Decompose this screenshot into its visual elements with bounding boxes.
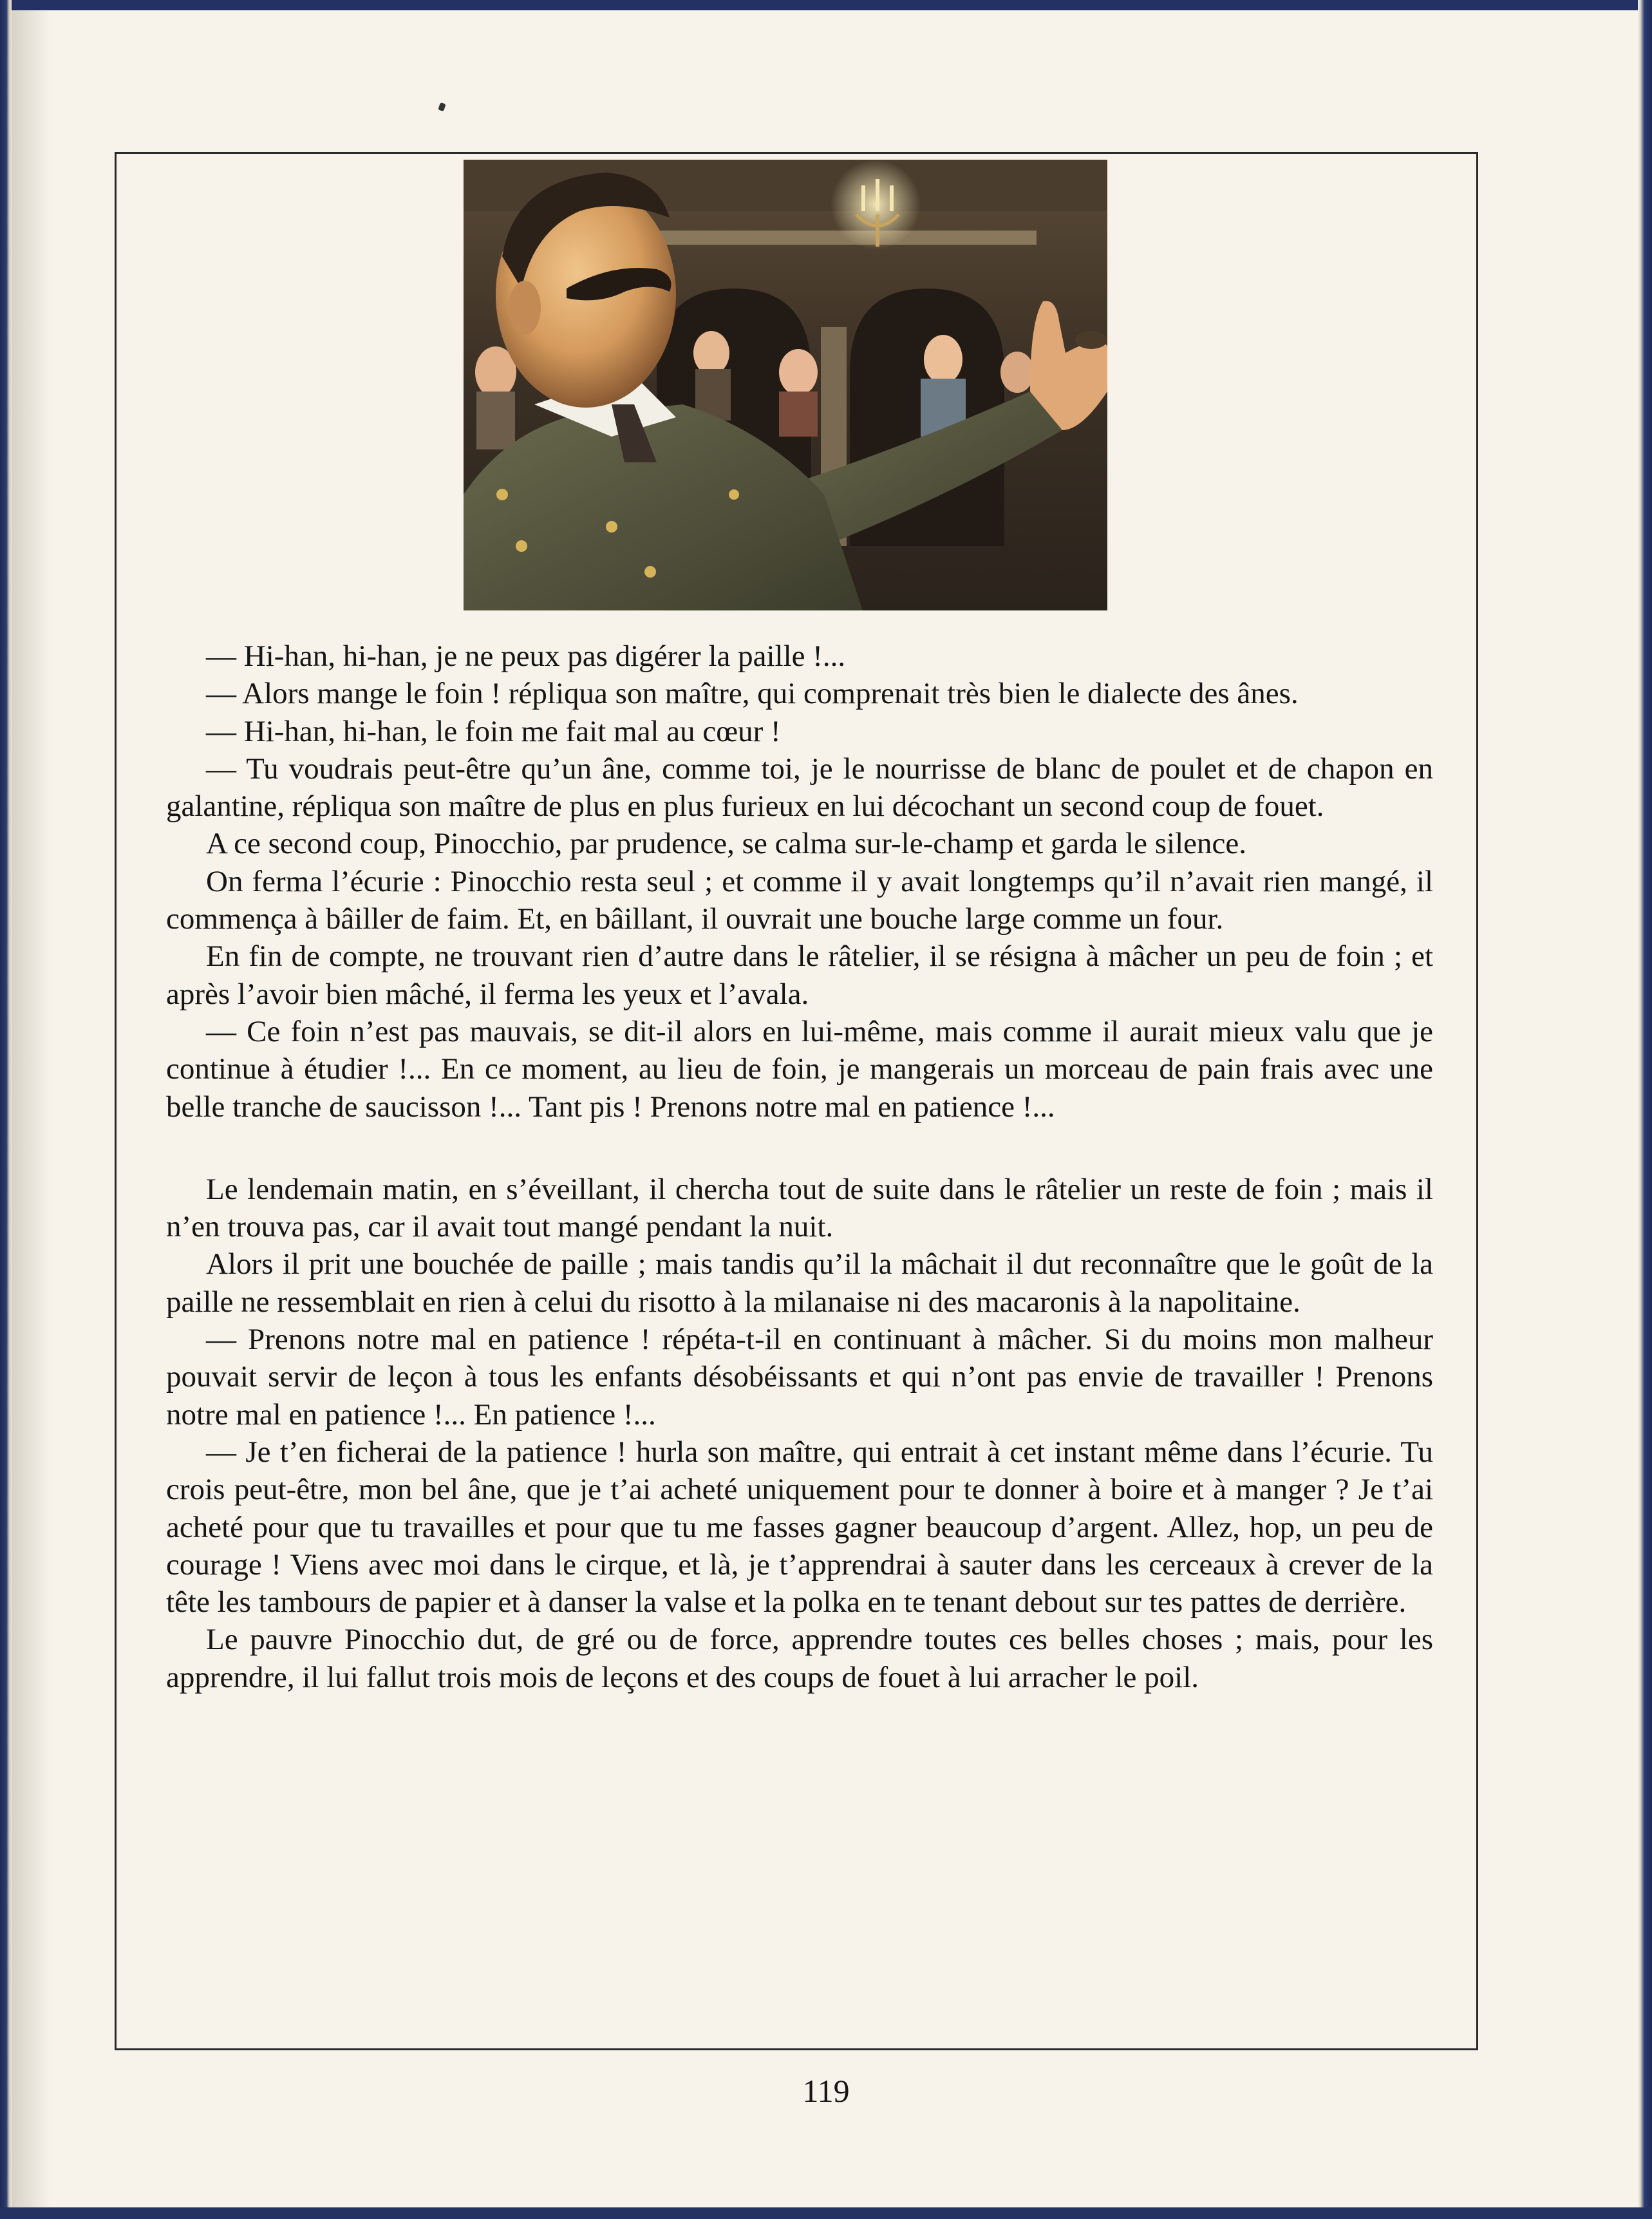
paragraph: — Tu voudrais peut-être qu’un âne, comme toi, je le nourrisse de blanc de poulet et de chapon en galantine, répliqua son maître de plus en plus furieux en lui décochant un second coup de fouet. [166, 751, 1433, 824]
cover-edge-bottom [0, 2207, 1652, 2219]
paragraph: — Je t’en ficherai de la patience ! hurla son maître, qui entrait à cet instant même dans l’écurie. Tu crois peut-être, mon bel âne, que je t’ai acheté uniquement pour te donner à boire et à manger ? Je t’ai acheté pour que tu travailles et pour que tu me fasses gagner beaucoup d’argent. Allez, hop, un peu de courage ! Viens avec moi dans le cirque, et là, je t’apprendrai à sauter dans les cerceaux à crever de la tête les tambours de papier et à danser la valse et la polka en te tenant debout sur tes pattes de derrière. [166, 1435, 1433, 1619]
paragraph: Le pauvre Pinocchio dut, de gré ou de force, apprendre toutes ces belles choses ; mais, pour les apprendre, il lui fallut trois mois de leçons et des coups de fouet à lui arracher le poil. [166, 1623, 1433, 1694]
paragraph: — Ce foin n’est pas mauvais, se dit-il alors en lui-même, mais comme il aurait mieux valu que je continue à étudier !... En ce moment, au lieu de foin, je mangerais un morceau de pain frais avec une belle tranche de saucisson !... Tant pis ! Prenons notre mal en patience !... [166, 1014, 1433, 1124]
page-number: 119 [802, 2073, 850, 2109]
paragraph: — Hi-han, hi-han, le foin me fait mal au cœur ! [206, 714, 781, 748]
print-speck [438, 102, 446, 111]
paragraph: A ce second coup, Pinocchio, par prudence, se calma sur-le-champ et garda le silence. [206, 827, 1246, 861]
cover-edge-left [0, 0, 12, 2219]
cover-edge-top [0, 0, 1652, 10]
paragraph: — Prenons notre mal en patience ! répéta-t-il en continuant à mâcher. Si du moins mon malheur pouvait servir de leçon à tous les enfants désobéissants et qui n’ont pas envie de travailler ! Prenons notre mal en patience !... En patience !... [166, 1323, 1433, 1431]
cover-edge-right [1638, 0, 1652, 2219]
paragraph: Le lendemain matin, en s’éveillant, il chercha tout de suite dans le râtelier un reste de foin ; mais il n’en trouva pas, car il avait tout mangé pendant la nuit. [166, 1172, 1433, 1244]
paragraph: On ferma l’écurie : Pinocchio resta seul ; et comme il y avait longtemps qu’il n’avait rien mangé, il commença à bâiller de faim. Et, en bâillant, il ouvrait une bouche large comme un four. [166, 864, 1433, 936]
paragraph: En fin de compte, ne trouvant rien d’autre dans le râtelier, il se résigna à mâcher un peu de foin ; et après l’avoir bien mâché, il ferma les yeux et l’avala. [166, 940, 1433, 1011]
paragraph: — Hi-han, hi-han, je ne peux pas digérer la paille !... [206, 639, 846, 673]
gutter-shadow [12, 10, 50, 2207]
paragraph: — Alors mange le foin ! répliqua son maître, qui comprenait très bien le dialecte des ânes. [206, 677, 1299, 711]
paragraph: Alors il prit une bouchée de paille ; mais tandis qu’il la mâchait il dut reconnaître que le goût de la paille ne ressemblait en rien à celui du risotto à la milanaise ni des macaronis à la napolitaine. [166, 1247, 1433, 1319]
ringmaster-illustration-icon [464, 160, 1107, 610]
story-text [166, 637, 1433, 1696]
